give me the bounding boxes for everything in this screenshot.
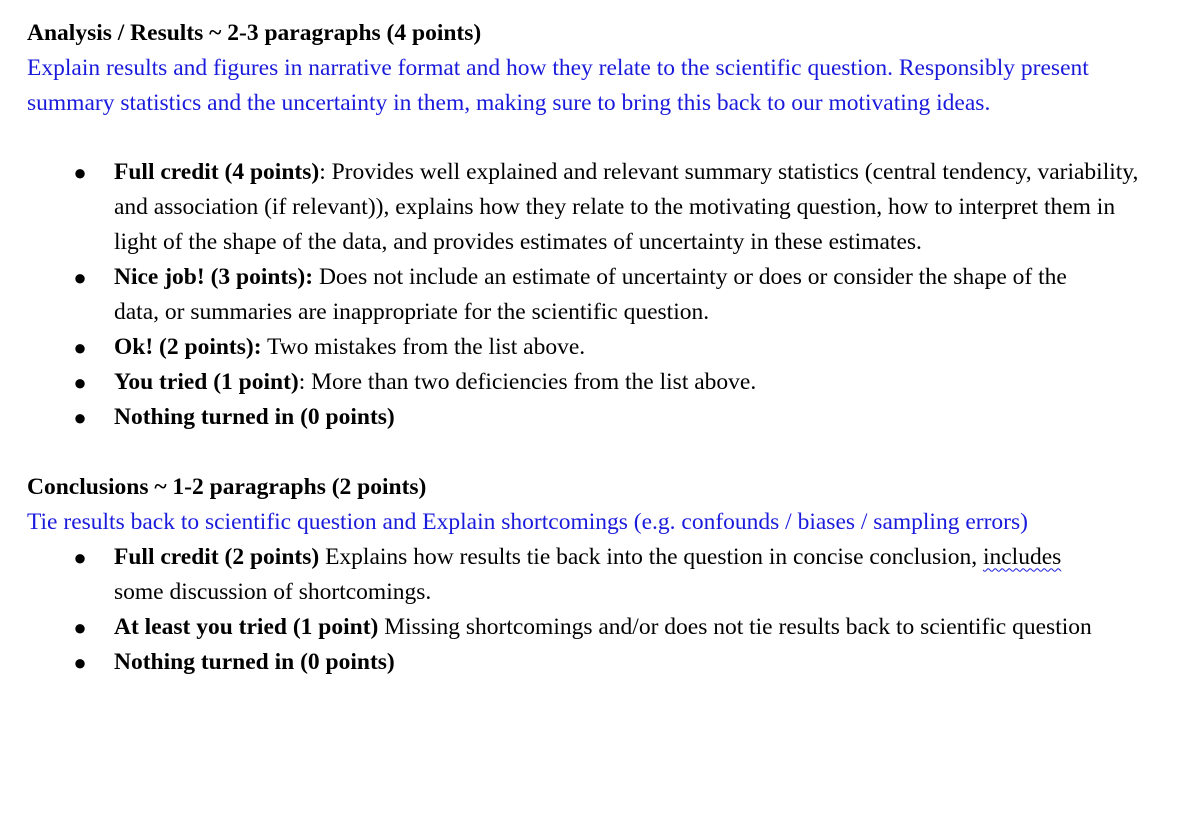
criterion-full-credit: [27, 540, 1097, 610]
criterion-label: Nothing turned in (0 points): [114, 404, 395, 430]
criterion-full-credit: [27, 155, 1154, 260]
analysis-section: [27, 16, 1152, 435]
criterion-label: Nothing turned in (0 points): [114, 648, 395, 675]
criterion-label: You tried (1 point): [114, 369, 299, 395]
criterion-label: Nice job! (3 points):: [114, 264, 314, 290]
criterion-label: Ok! (2 points):: [114, 334, 262, 360]
criterion-text: Missing shortcomings and/or does not tie results back to scientific question: [378, 613, 1092, 640]
spellcheck-underlined-word: includes: [982, 543, 1062, 570]
bullet-icon: ●: [73, 160, 87, 185]
criterion-nothing-turned-in: [27, 645, 1097, 680]
criterion-ok: [27, 330, 1097, 365]
criterion-text: : More than two deficiencies from the list above.: [298, 369, 757, 395]
criterion-nice-job: [27, 260, 1097, 330]
bullet-icon: ●: [73, 265, 87, 290]
analysis-description: Explain results and figures in narrative format and how they relate to the scientific question. Responsibly present summary statistics and the uncertainty in them, making sure to bring this back to our motivating ideas.: [27, 55, 1089, 116]
bullet-icon: ●: [73, 405, 87, 430]
bullet-icon: ●: [73, 544, 87, 570]
bullet-icon: ●: [73, 370, 87, 395]
analysis-title: Analysis / Results ~ 2-3 paragraphs (4 points): [27, 20, 482, 46]
bullet-icon: ●: [73, 649, 87, 675]
criterion-text-end: some discussion of shortcomings.: [114, 578, 432, 605]
criterion-label: At least you tried (1 point): [114, 613, 379, 640]
criterion-text: : Provides well explained and relevant summary statistics (central tendency, variability, and association (if relevant)), explains how they relate to the motivating question, how to interpret them in light of the shape of the data, and provides estimates of uncertainty in these estimates.: [114, 159, 1139, 255]
conclusions-description: Tie results back to scientific question and Explain shortcomings (e.g. confounds / biases / sampling errors): [27, 509, 1028, 535]
criterion-nothing-turned-in: [27, 400, 1097, 435]
conclusions-criteria-list: [27, 540, 1097, 680]
conclusions-section: [27, 470, 1152, 680]
analysis-criteria-list: [27, 155, 1139, 435]
bullet-icon: ●: [73, 614, 87, 640]
criterion-at-least-you-tried: [27, 610, 1097, 645]
criterion-you-tried: [27, 365, 1097, 400]
conclusions-title: Conclusions ~ 1-2 paragraphs (2 points): [27, 474, 427, 500]
criterion-text: Explains how results tie back into the question in concise conclusion,: [319, 543, 983, 570]
criterion-label: Full credit (4 points): [114, 159, 320, 185]
criterion-label: Full credit (2 points): [114, 543, 320, 570]
criterion-text: Does not include an estimate of uncertainty or does or consider the shape of the data, or summaries are inappropriate for the scientific question.: [114, 264, 1067, 325]
criterion-text: Two mistakes from the list above.: [261, 334, 586, 360]
bullet-icon: ●: [73, 335, 87, 360]
